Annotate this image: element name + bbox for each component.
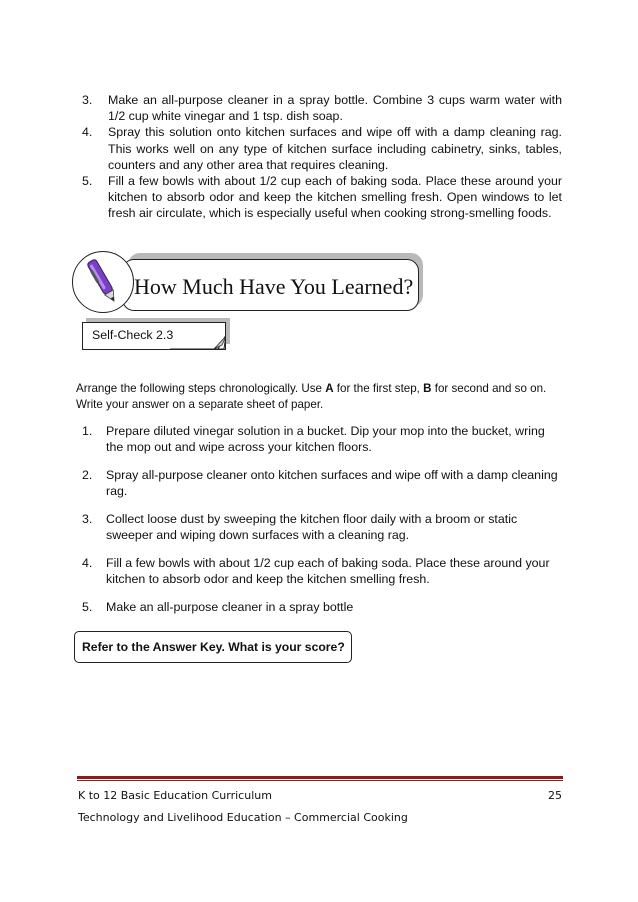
step-number: 5. [82,600,93,614]
list-number: 3. [82,93,93,107]
step-item [82,555,562,587]
footer-rule [77,776,563,779]
list-text: Spray this solution onto kitchen surfaces and wipe off with a damp cleaning rag. This works well on any type of kitchen surface including cabinetry, sinks, tables, counters and any other area that requires cleaning. [108,125,562,172]
step-item [82,599,562,615]
pen-icon-circle [72,251,134,313]
step-text: Fill a few bowls with about 1/2 cup each of baking soda. Place these around your kitchen to absorb odor and keep the kitchen smelling fresh. [106,556,550,586]
step-item [82,467,562,499]
step-text: Spray all-purpose cleaner onto kitchen surfaces and wipe off with a damp cleaning rag. [106,468,558,498]
step-text: Prepare diluted vinegar solution in a bucket. Dip your mop into the bucket, wring the mop out and wipe across your kitchen floors. [106,424,545,454]
list-text: Make an all-purpose cleaner in a spray bottle. Combine 3 cups warm water with 1/2 cup white vinegar and 1 tsp. dish soap. [108,93,562,124]
page-curl-icon [170,335,226,351]
self-check-label: Self-Check 2.3 [92,328,174,342]
list-item [82,92,562,124]
step-text: Make an all-purpose cleaner in a spray bottle [106,600,354,614]
instructions-text: for second and so on. [431,382,547,395]
instructions-text: for the first step, [333,382,424,395]
steps-list [82,423,562,627]
activity-instructions [76,381,566,413]
answer-key-text: Refer to the Answer Key. What is your score? [82,640,345,654]
step-text: Collect loose dust by sweeping the kitchen floor daily with a broom or static sweeper and wiping down surfaces with a cleaning rag. [106,512,518,542]
letter-a: A [325,382,334,395]
step-number: 1. [82,424,93,438]
footer-subject: Technology and Livelihood Education – Commercial Cooking [78,811,408,824]
list-text: Fill a few bowls with about 1/2 cup each of baking soda. Place these around your kitchen to absorb odor and keep the kitchen smelling fresh. Open windows to let fresh air circulate, which is especially useful when cooking strong-smelling foods. [108,174,562,221]
list-number: 5. [82,174,93,189]
list-number: 4. [82,125,93,140]
page-number: 25 [548,789,562,802]
step-item [82,423,562,455]
instructions-line-2: Write your answer on a separate sheet of paper. [76,398,324,411]
pen-icon [73,252,133,312]
step-item [82,511,562,543]
footer-curriculum: K to 12 Basic Education Curriculum [78,789,272,802]
instructions-text: Arrange the following steps chronologically. Use [76,382,326,395]
list-item [82,124,562,173]
step-number: 4. [82,556,93,570]
instructions-continued-list [82,92,562,222]
letter-b: B [423,382,432,395]
section-title: How Much Have You Learned? [134,274,414,299]
step-number: 2. [82,468,93,482]
step-number: 3. [82,512,93,526]
footer-rule-thin [77,780,563,781]
list-item [82,173,562,222]
